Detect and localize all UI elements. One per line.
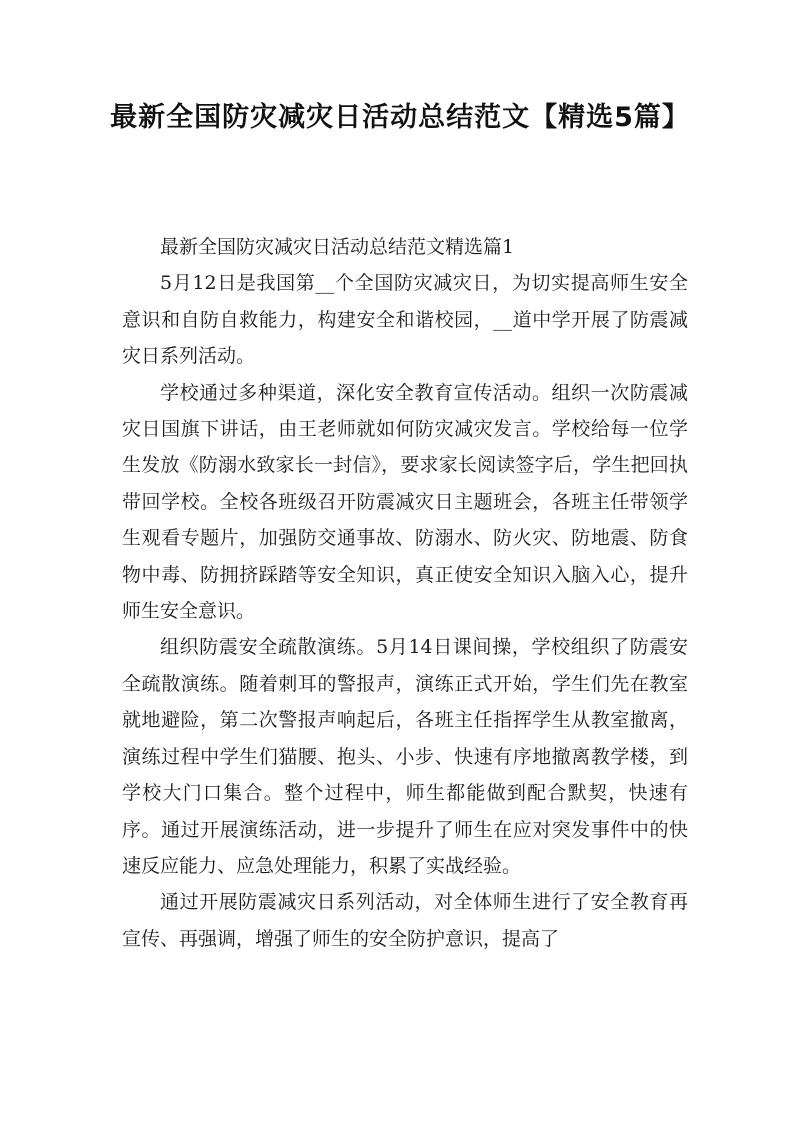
section-subheading: 最新全国防灾减灾日活动总结范文精选篇1	[160, 236, 515, 258]
paragraph-4: 通过开展防震减灾日系列活动，对全体师生进行了安全教育再宣传、再强调，增强了师生的安全防护意识，提高了	[122, 891, 688, 950]
paragraph-1: 5月12日是我国第__个全国防灾减灾日，为切实提高师生安全意识和自防自救能力，构建安全和谐校园，__道中学开展了防震减灾日系列活动。	[122, 272, 688, 368]
paragraph-3: 组织防震安全疏散演练。5月14日课间操，学校组织了防震安全疏散演练。随着刺耳的警报声，演练正式开始，学生们先在教室就地避险，第二次警报声响起后，各班主任指挥学生从教室撤离，演练过程中学生们猫腰、抱头、小步、快速有序地撤离教学楼，到学校大门口集合。整个过程中，师生都能做到配合默契，快速有序。通过开展演练活动，进一步提升了师生在应对突发事件中的快速反应能力、应急处理能力，积累了实战经验。	[122, 636, 688, 877]
document-body	[122, 229, 688, 957]
document-title: 最新全国防灾减灾日活动总结范文【精选5篇】	[110, 102, 690, 133]
paragraph-2: 学校通过多种渠道，深化安全教育宣传活动。组织一次防震减灾日国旗下讲话，由王老师就如何防灾减灾发言。学校给每一位学生发放《防溺水致家长一封信》，要求家长阅读签字后，学生把回执带回学校。全校各班级召开防震减灾日主题班会，各班主任带领学生观看专题片，加强防交通事故、防溺水、防火灾、防地震、防食物中毒、防拥挤踩踏等安全知识，真正使安全知识入脑入心，提升师生安全意识。	[122, 381, 688, 623]
